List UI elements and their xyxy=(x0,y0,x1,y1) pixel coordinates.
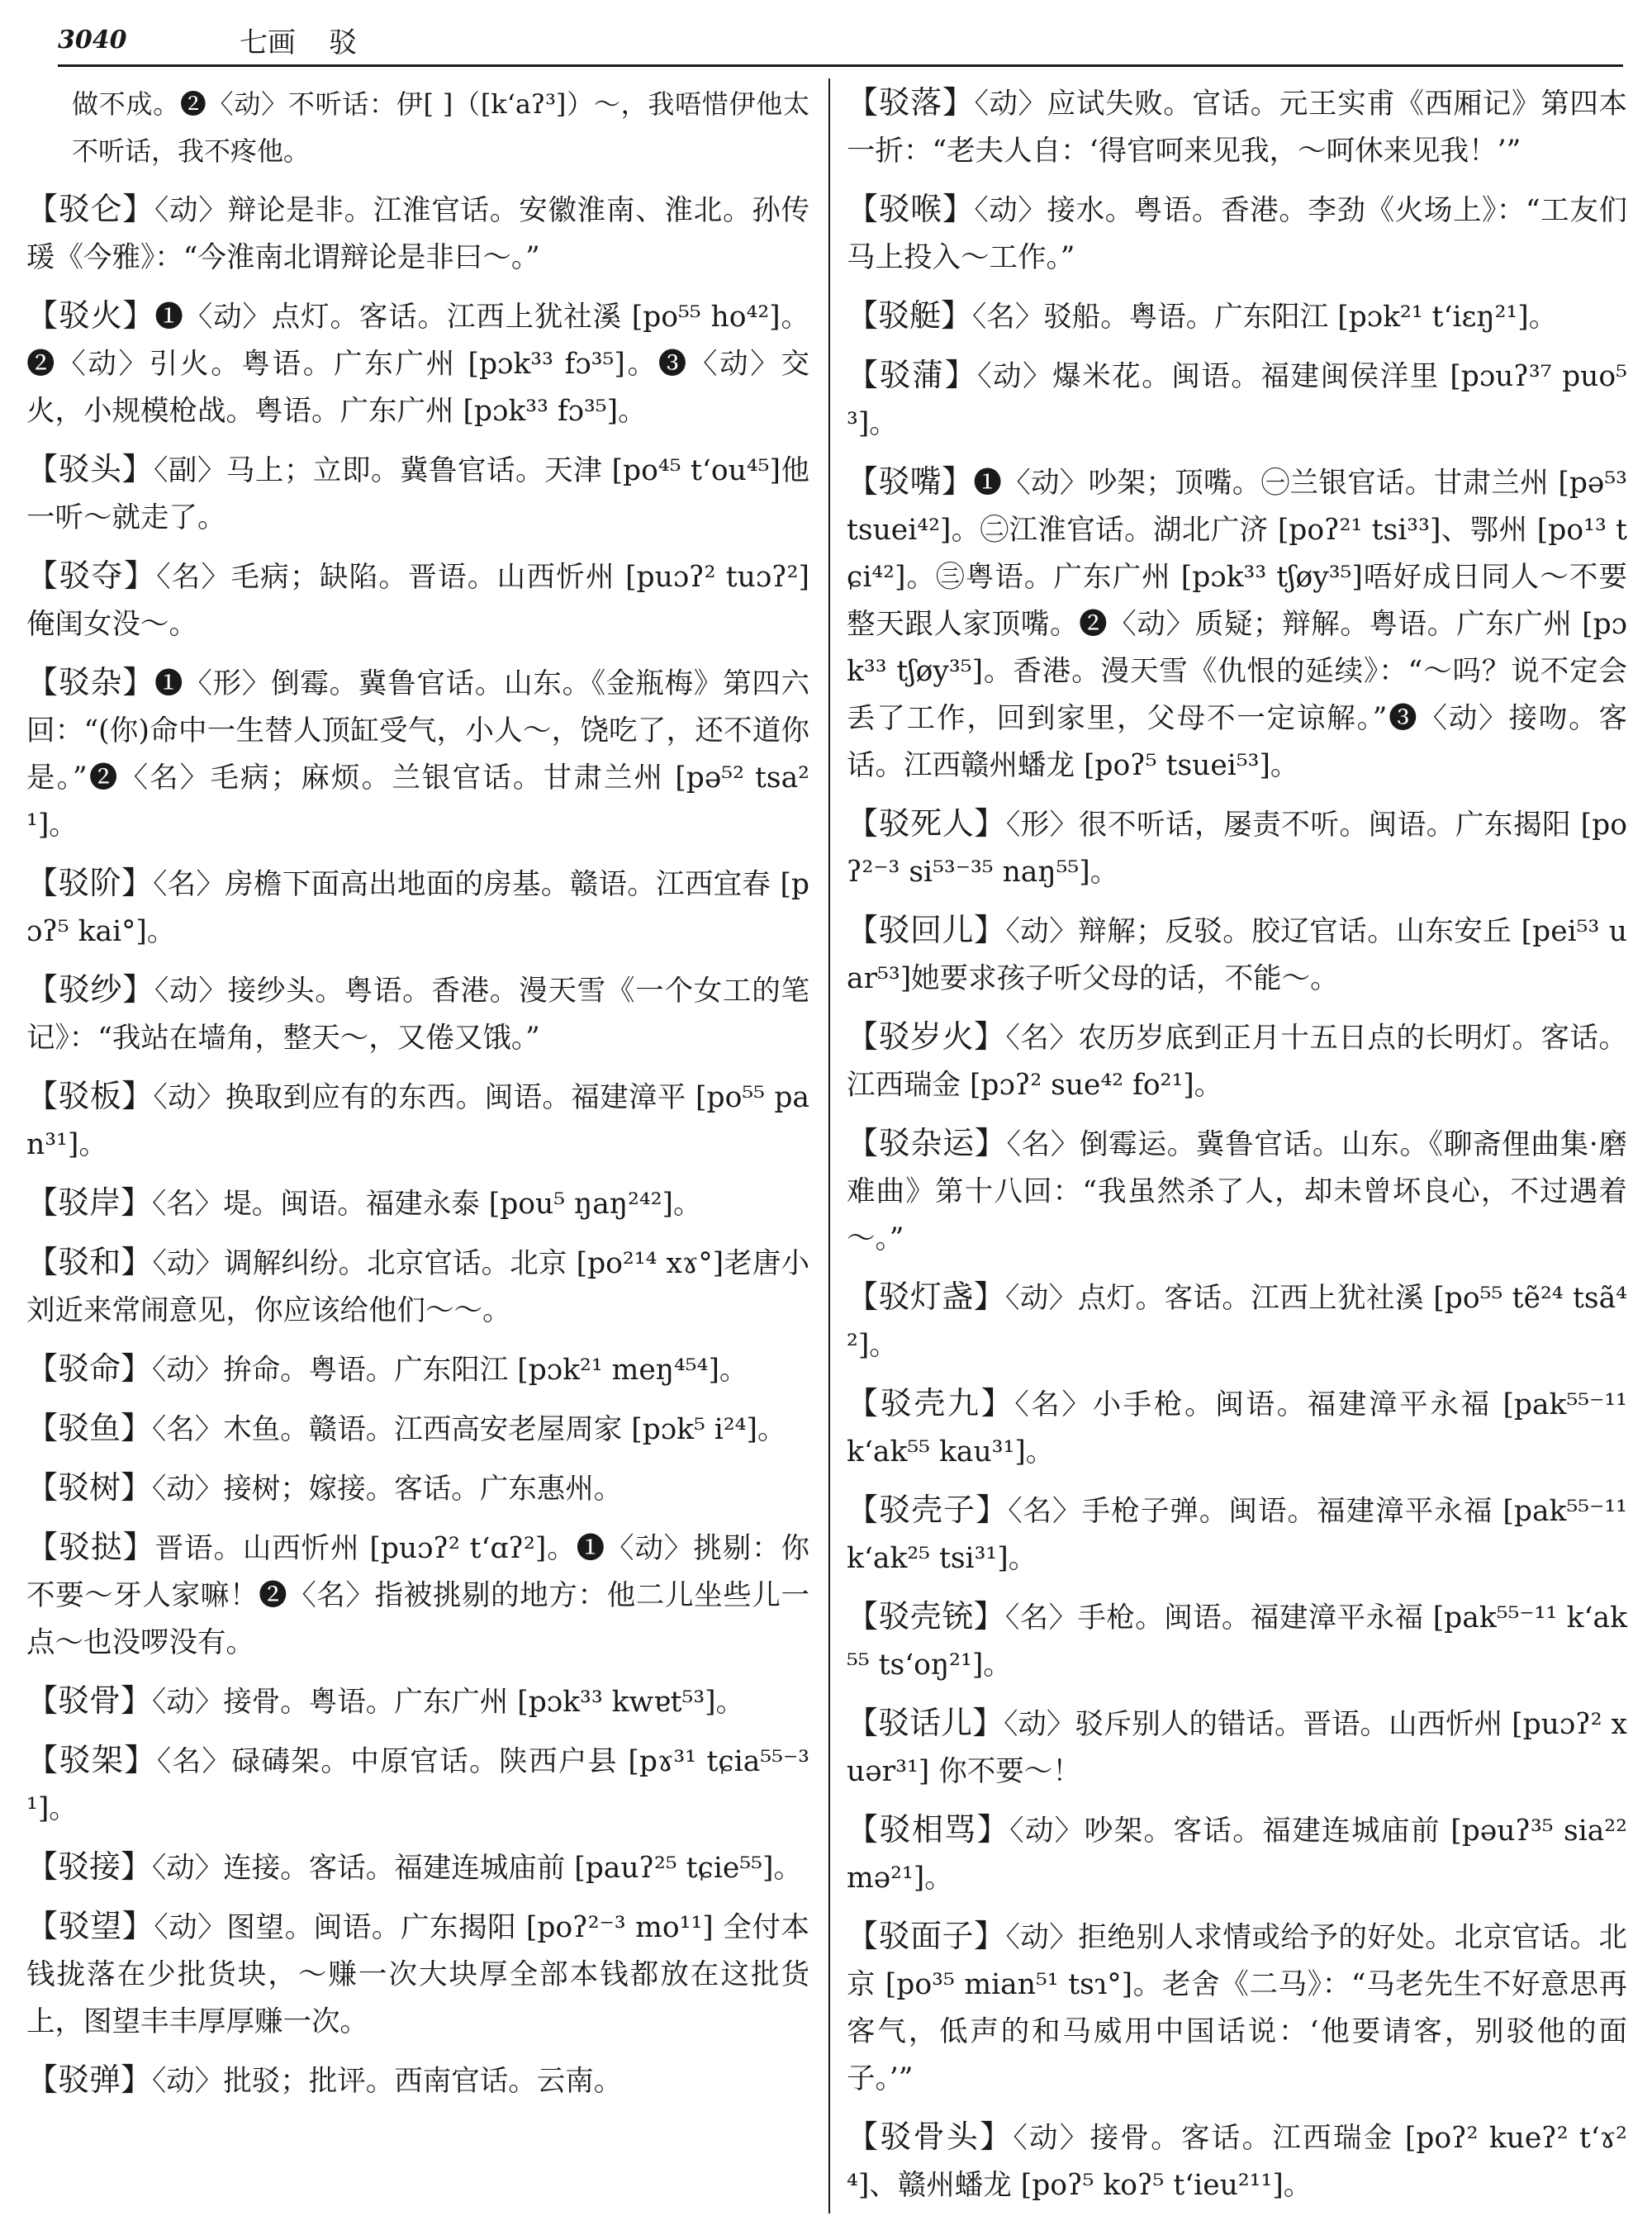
page-number: 3040 xyxy=(58,25,127,55)
entry-text: 〈动〉拚命。粤语。广东阳江 [pɔk²¹ meŋ⁴⁵⁴]。 xyxy=(152,1354,748,1387)
entry-text: 〈名〉农历岁底到正月十五日点的长明灯。客话。江西瑞金 [pɔʔ² sue⁴² fo²¹]。 xyxy=(847,1022,1627,1102)
entry-headword: 【驳仑】 xyxy=(26,191,155,227)
column-divider xyxy=(828,78,830,2213)
entry-text: 〈动〉点灯。客话。江西上犹社溪 [po⁵⁵ tẽ²⁴ tsã⁴²]。 xyxy=(847,1282,1627,1362)
entry-text: 〈动〉辩解；反驳。胶辽官话。山东安丘 [pei⁵³ uar⁵³]她要求孩子听父母的话，不能～。 xyxy=(847,915,1627,995)
dictionary-entry xyxy=(847,1593,1627,1689)
entry-text: 〈动〉接纱头。粤语。香港。漫天雪《一个女工的笔记》：“我站在墙角，整天～，又倦又饿。” xyxy=(26,975,809,1055)
right-column xyxy=(847,79,1627,2220)
dictionary-entry xyxy=(847,186,1627,282)
entry-headword: 【驳面子】 xyxy=(847,1918,1006,1954)
entry-headword: 【驳架】 xyxy=(26,1742,157,1778)
entry-headword: 【驳和】 xyxy=(26,1244,153,1280)
entry-text: 晋语。山西忻州 [puɔʔ² t‘ɑʔ²]。❶〈动〉挑剔：你不要～牙人家嘛！❷〈名〉指被挑剔的地方：他二儿坐些儿一点～也没啰没有。 xyxy=(26,1532,809,1659)
entry-headword: 【驳纱】 xyxy=(26,971,155,1008)
dictionary-entry xyxy=(847,800,1627,896)
entry-headword: 【驳艇】 xyxy=(847,297,973,334)
entry-headword: 【驳相骂】 xyxy=(847,1811,1010,1848)
entry-headword: 【驳弹】 xyxy=(26,2062,153,2098)
entry-headword: 【驳挞】 xyxy=(26,1529,155,1565)
entry-headword: 【驳树】 xyxy=(26,1469,153,1506)
entry-headword: 【驳杂运】 xyxy=(847,1125,1007,1161)
entry-headword: 【驳喉】 xyxy=(847,191,975,227)
entry-headword: 【驳望】 xyxy=(26,1908,154,1944)
entry-headword: 【驳壳子】 xyxy=(847,1492,1009,1528)
entry-headword: 【驳阶】 xyxy=(26,865,154,901)
entry-headword: 【驳头】 xyxy=(26,451,154,487)
entry-text: 〈动〉批驳；批评。西南官话。云南。 xyxy=(152,2065,623,2098)
entry-text: ❶〈动〉吵架；顶嘴。㊀兰银官话。甘肃兰州 [pə⁵³ tsuei⁴²]。㊁江淮官话。湖北广济 [poʔ²¹ tsi³³]、鄂州 [po¹³ tɕi⁴²]。㊂粤语。广东广州 [pɔk³³ tʃøy³⁵]唔好成日同人～不要整天跟人家顶嘴。❷〈动〉质疑；辩解。粤语。广东广州 [pɔk³³ tʃøy³⁵]。香港。漫天雪《仇恨的延续》：“～吗？说不定会丢了工作，回到家里，父母不一定谅解。”❸〈动〉接吻。客话。江西赣州蟠龙 [poʔ⁵ tsuei⁵³]。 xyxy=(847,467,1627,782)
left-column xyxy=(26,79,809,2116)
entry-text: 〈名〉木鱼。赣语。江西高安老屋周家 [pɔk⁵ i²⁴]。 xyxy=(152,1413,786,1446)
entry-headword: 【驳鱼】 xyxy=(26,1410,153,1446)
dictionary-entry xyxy=(26,292,809,435)
dictionary-entry xyxy=(847,1013,1627,1109)
entry-text: 〈动〉接骨。客话。江西瑞金 [poʔ² kueʔ² t‘ɤ²⁴]、赣州蟠龙 [poʔ⁵ koʔ⁵ t‘ieu²¹¹]。 xyxy=(847,2122,1627,2202)
entry-text: 〈形〉很不听话，屡责不听。闽语。广东揭阳 [poʔ²⁻³ si⁵³⁻³⁵ naŋ⁵⁵]。 xyxy=(847,809,1627,889)
dictionary-entry xyxy=(847,2114,1627,2209)
dictionary-entry xyxy=(847,1487,1627,1582)
dictionary-entry xyxy=(26,553,809,648)
entry-text: 〈动〉辩论是非。江淮官话。安徽淮南、淮北。孙传瑗《今雅》：“今淮南北谓辩论是非曰～。” xyxy=(26,194,809,274)
entry-text: 〈动〉调解纠纷。北京官话。北京 [po²¹⁴ xɤ°]老唐小刘近来常闹意见，你应该给他们～～。 xyxy=(26,1247,809,1327)
entry-headword: 【驳壳铳】 xyxy=(847,1598,1006,1635)
dictionary-entry xyxy=(847,1380,1627,1476)
entry-text: 〈动〉爆米花。闽语。福建闽侯洋里 [pɔuʔ³⁷ puo⁵³]。 xyxy=(847,360,1627,440)
page-header xyxy=(58,15,1627,64)
entry-headword: 【驳夺】 xyxy=(26,558,157,594)
dictionary-entry xyxy=(847,1274,1627,1369)
entry-headword: 【驳灯盏】 xyxy=(847,1279,1006,1315)
dictionary-entry xyxy=(847,1120,1627,1263)
section-character: 驳 xyxy=(329,26,357,59)
entry-text: 〈动〉换取到应有的东西。闽语。福建漳平 [po⁵⁵ pan³¹]。 xyxy=(26,1081,809,1161)
entry-text: 〈动〉吵架。客话。福建连城庙前 [pəuʔ³⁵ sia²² mə²¹]。 xyxy=(847,1815,1627,1895)
entry-headword: 【驳壳九】 xyxy=(847,1385,1015,1421)
entry-text: 〈动〉拒绝别人求情或给予的好处。北京官话。北京 [po³⁵ mian⁵¹ tsɿ°]。老舍《二马》：“马老先生不好意思再客气，低声的和马威用中国话说：‘他要请客，别驳他的面子。’” xyxy=(847,1921,1627,2095)
entry-text: 〈名〉碌碡架。中原官话。陕西户县 [pɤ³¹ tɕia⁵⁵⁻³¹]。 xyxy=(26,1745,809,1825)
dictionary-entry xyxy=(26,1737,809,1833)
dictionary-entry xyxy=(847,1806,1627,1902)
entry-headword: 【驳话儿】 xyxy=(847,1705,1004,1741)
entry-text: 做不成。❷〈动〉不听话：伊[ ]（[k‘aʔ³]）～，我唔惜伊他太不听话，我不疼他。 xyxy=(72,88,809,167)
entry-text: 〈动〉连接。客话。福建连城庙前 [pauʔ²⁵ tɕie⁵⁵]。 xyxy=(152,1852,802,1885)
dictionary-entry xyxy=(26,860,809,956)
dictionary-entry xyxy=(26,2057,809,2105)
dictionary-entry xyxy=(26,1464,809,1513)
entry-text: 〈名〉手枪子弹。闽语。福建漳平永福 [pak⁵⁵⁻¹¹ k‘ak²⁵ tsi³¹]。 xyxy=(847,1495,1627,1575)
dictionary-entry xyxy=(26,1179,809,1228)
entry-text: 〈名〉房檐下面高出地面的房基。赣语。江西宜春 [pɔʔ⁵ kai°]。 xyxy=(26,868,809,948)
dictionary-entry xyxy=(26,659,809,849)
section-title: 七画 xyxy=(240,26,296,59)
entry-text: 〈名〉手枪。闽语。福建漳平永福 [pak⁵⁵⁻¹¹ k‘ak⁵⁵ ts‘oŋ²¹]。 xyxy=(847,1601,1627,1682)
dictionary-entry xyxy=(847,458,1627,790)
dictionary-entry xyxy=(26,1239,809,1335)
dictionary-entry xyxy=(847,1913,1627,2103)
entry-text: 〈动〉接水。粤语。香港。李劲《火场上》：“工友们马上投入～工作。” xyxy=(847,194,1627,274)
entry-text: 〈动〉图望。闽语。广东揭阳 [poʔ²⁻³ mo¹¹] 全付本钱拢落在少批货块，～赚一次大块厚全部本钱都放在这批货上，图望丰丰厚厚赚一次。 xyxy=(26,1911,809,2038)
entry-text: 〈副〉马上；立即。冀鲁官话。天津 [po⁴⁵ t‘ou⁴⁵]他一听～就走了。 xyxy=(26,454,809,534)
entry-headword: 【驳板】 xyxy=(26,1078,154,1114)
entry-headword: 【驳嘴】 xyxy=(847,463,974,500)
entry-text: 〈动〉驳斥别人的错话。晋语。山西忻州 [puɔʔ² xuər³¹] 你不要～！ xyxy=(847,1708,1627,1788)
entry-text: 〈动〉接骨。粤语。广东广州 [pɔk³³ kwɐt⁵³]。 xyxy=(152,1686,745,1719)
entry-text: 〈名〉堤。闽语。福建永泰 [pou⁵ ŋaŋ²⁴²]。 xyxy=(152,1188,702,1221)
entry-text: 〈名〉倒霉运。冀鲁官话。山东。《聊斋俚曲集·磨难曲》第十八回：“我虽然杀了人，却未曾坏良心，不过遇着～。” xyxy=(847,1128,1627,1255)
entry-headword: 【驳落】 xyxy=(847,84,975,121)
dictionary-entry xyxy=(26,1843,809,1892)
entry-headword: 【驳骨头】 xyxy=(847,2118,1014,2155)
dictionary-entry xyxy=(26,1073,809,1169)
entry-headword: 【驳回儿】 xyxy=(847,912,1006,948)
header-rule xyxy=(58,64,1623,67)
entry-headword: 【驳岁火】 xyxy=(847,1018,1006,1055)
dictionary-entry xyxy=(847,79,1627,175)
entry-text: 〈动〉接树；嫁接。客话。广东惠州。 xyxy=(152,1473,623,1506)
dictionary-entry xyxy=(26,1405,809,1454)
dictionary-entry xyxy=(847,1700,1627,1796)
dictionary-entry xyxy=(26,79,809,175)
dictionary-entry xyxy=(26,1903,809,2046)
entry-text: ❶〈动〉点灯。客话。江西上犹社溪 [po⁵⁵ ho⁴²]。❷〈动〉引火。粤语。广东广州 [pɔk³³ fɔ³⁵]。❸〈动〉交火，小规模枪战。粤语。广东广州 [pɔk³³ fɔ³⁵]。 xyxy=(26,301,809,428)
entry-text: 〈动〉应试失败。官话。元王实甫《西厢记》第四本一折：“老夫人自：‘得官呵来见我，～呵休来见我！’” xyxy=(847,88,1627,168)
dictionary-entry xyxy=(26,966,809,1062)
dictionary-entry xyxy=(26,1345,809,1394)
dictionary-entry xyxy=(26,186,809,282)
dictionary-entry xyxy=(847,907,1627,1003)
dictionary-entry xyxy=(26,1524,809,1667)
entry-headword: 【驳岸】 xyxy=(26,1184,153,1221)
entry-headword: 【驳火】 xyxy=(26,297,155,334)
dictionary-entry xyxy=(26,446,809,542)
entry-headword: 【驳命】 xyxy=(26,1350,153,1387)
entry-text: 〈名〉小手枪。闽语。福建漳平永福 [pak⁵⁵⁻¹¹ k‘ak⁵⁵ kau³¹]。 xyxy=(847,1388,1627,1468)
entry-text: ❶〈形〉倒霉。冀鲁官话。山东。《金瓶梅》第四六回：“(你)命中一生替人顶缸受气，小人～，饶吃了，还不道你是。”❷〈名〉毛病；麻烦。兰银官话。甘肃兰州 [pə⁵² tsa²¹]。 xyxy=(26,667,809,842)
dictionary-entry xyxy=(847,292,1627,341)
entry-headword: 【驳接】 xyxy=(26,1848,153,1885)
dictionary-entry xyxy=(26,1677,809,1726)
entry-text: 〈名〉驳船。粤语。广东阳江 [pɔk²¹ t‘iɛŋ²¹]。 xyxy=(972,301,1558,334)
entry-headword: 【驳杂】 xyxy=(26,664,155,700)
entry-headword: 【驳死人】 xyxy=(847,805,1006,842)
entry-text: 〈名〉毛病；缺陷。晋语。山西忻州 [puɔʔ² tuɔʔ²]俺闺女没～。 xyxy=(26,561,809,641)
dictionary-entry xyxy=(847,352,1627,448)
entry-headword: 【驳蒲】 xyxy=(847,357,978,393)
entry-headword: 【驳骨】 xyxy=(26,1682,153,1719)
